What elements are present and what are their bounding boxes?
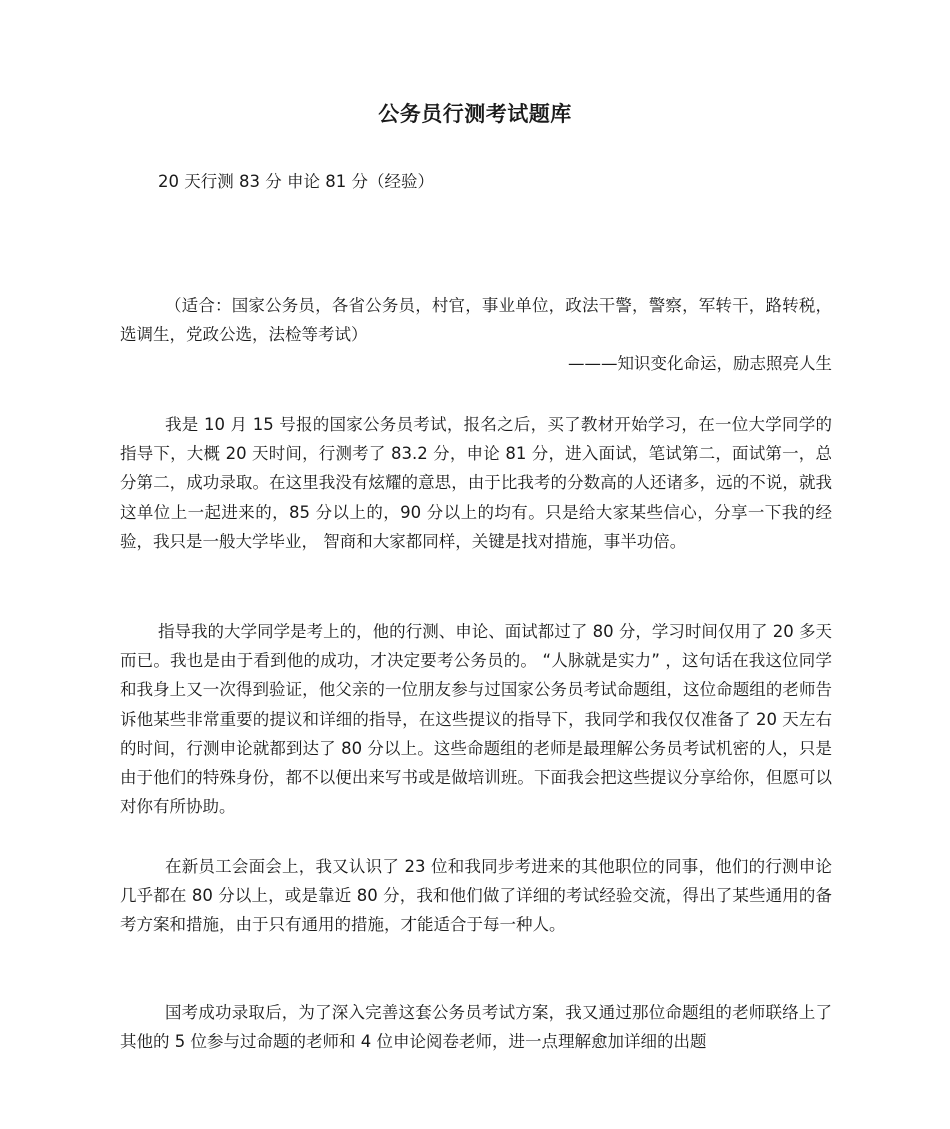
suitable-for-note bbox=[120, 291, 832, 379]
paragraph-3: 在新员工会面会上，我又认识了 23 位和我同步考进来的其他职位的同事，他们的行测申论几乎都在 80 分以上，或是靠近 80 分，我和他们做了详细的考试经验交流，得出了某些通用的备考方案和措施，由于只有通用的措施，才能适合于每一种人。 bbox=[120, 857, 832, 935]
page-subtitle: 20 天行测 83 分 申论 81 分（经验） bbox=[158, 172, 434, 191]
suitable-for-text: （适合：国家公务员，各省公务员，村官，事业单位，政法干警，警察，军转干，路转税，选调生，党政公选，法检等考试） bbox=[120, 296, 832, 345]
motto-text: ———知识变化命运，励志照亮人生 bbox=[568, 354, 832, 374]
paragraph-2: 指导我的大学同学是考上的，他的行测、申论、面试都过了 80 分，学习时间仅用了 20 多天而已。我也是由于看到他的成功，才决定要考公务员的。 “人脉就是实力” ，这句话在我这位同学和我身上又一次得到验证，他父亲的一位朋友参与过国家公务员考试命题组，这位命题组的老师告诉他某些非常重要的提议和详细的指导，在这些提议的指导下，我同学和我仅仅准备了 20 天左右的时间，行测申论就都到达了 80 分以上。这些命题组的老师是最理解公务员考试机密的人，只是由于他们的特殊身份，都不以便出来写书或是做培训班。下面我会把这些提议分享给你，但愿可以对你有所协助。 bbox=[120, 622, 832, 817]
paragraph-4: 国考成功录取后，为了深入完善这套公务员考试方案，我又通过那位命题组的老师联络上了其他的 5 位参与过命题的老师和 4 位申论阅卷老师，进一点理解愈加详细的出题 bbox=[120, 1003, 832, 1052]
paragraph-1: 我是 10 月 15 号报的国家公务员考试，报名之后，买了教材开始学习，在一位大学同学的指导下，大概 20 天时间，行测考了 83.2 分，申论 81 分，进入面试，笔试第二，面试第一，总分第二，成功录取。在这里我没有炫耀的意思，由于比我考的分数高的人还诸多，远的不说，就我这单位上一起进来的，85 分以上的，90 分以上的均有。只是给大家某些信心，分享一下我的经验，我只是一般大学毕业， 智商和大家都同样，关键是找对措施，事半功倍。 bbox=[120, 415, 832, 551]
page-title: 公务员行测考试题库 bbox=[378, 102, 572, 126]
